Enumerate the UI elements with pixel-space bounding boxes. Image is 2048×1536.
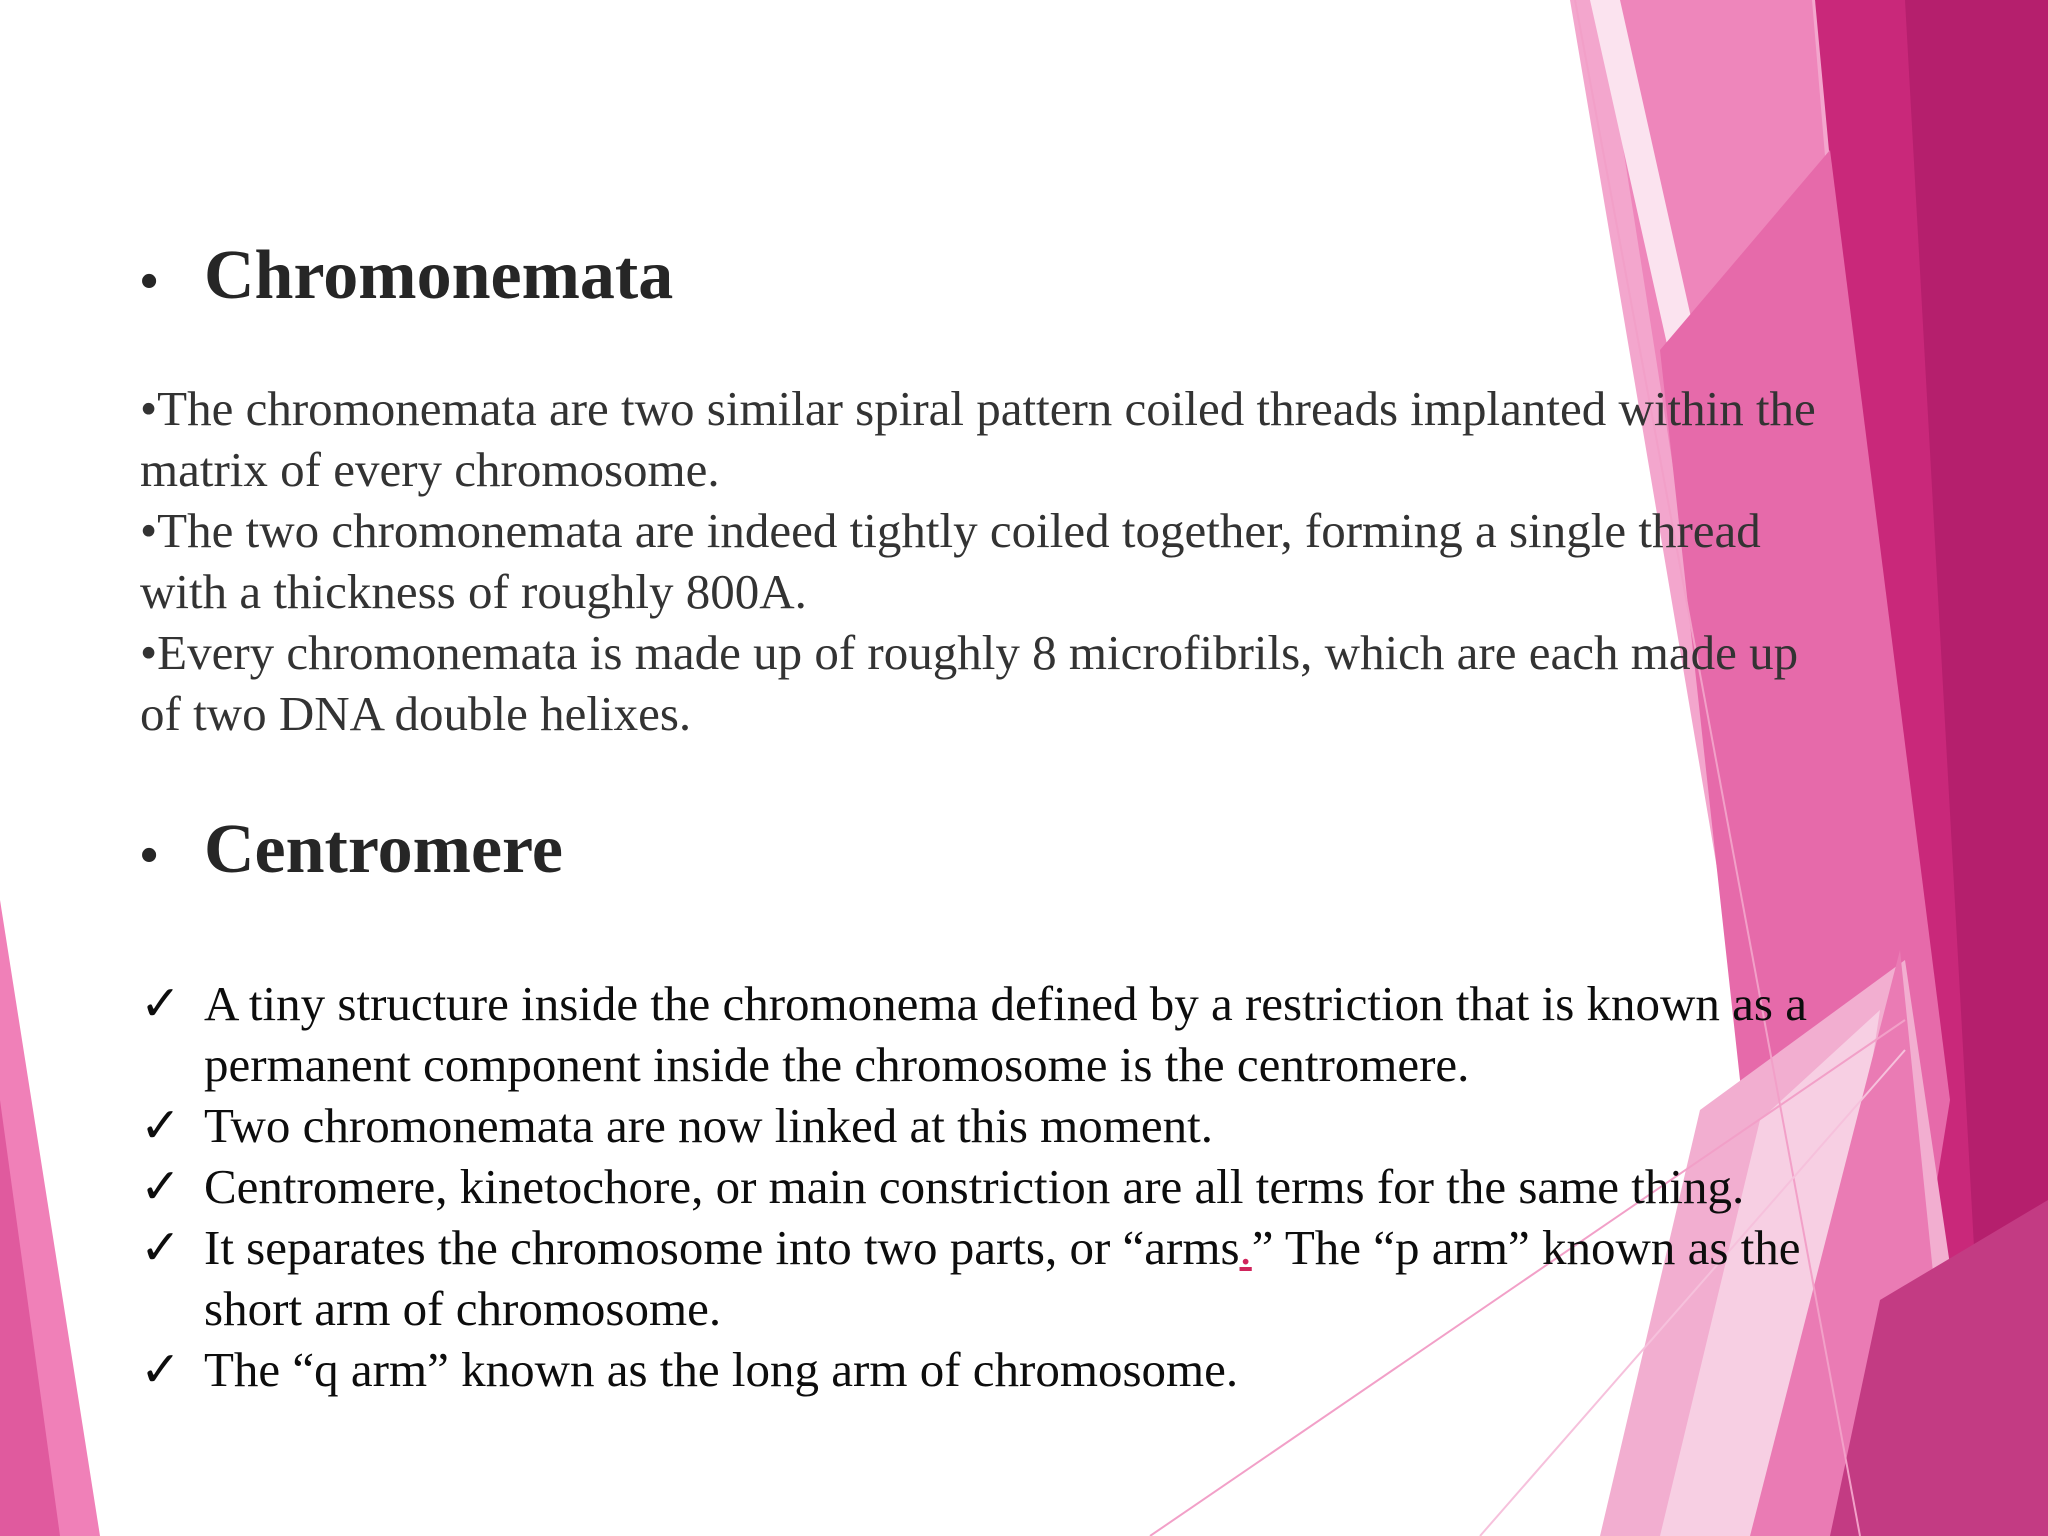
checklist-item	[140, 973, 1807, 1095]
checklist-line: short arm of chromosome.	[204, 1281, 722, 1336]
check-icon: ✓	[140, 1098, 182, 1153]
highlighted-period: .	[1239, 1220, 1252, 1275]
checklist-item	[140, 1156, 1807, 1217]
paragraph-line: with a thickness of roughly 800A.	[140, 564, 807, 619]
heading-bullet: •	[140, 827, 159, 884]
check-icon: ✓	[140, 1220, 182, 1275]
checklist-item	[140, 1095, 1807, 1156]
paragraph-line: •Every chromonemata is made up of roughly 8 microfibrils, which are each made up	[140, 625, 1799, 680]
heading-text: Centromere	[204, 811, 563, 888]
checklist-line: permanent component inside the chromosome is the centromere.	[204, 1037, 1470, 1092]
paragraph-line: •The two chromonemata are indeed tightly coiled together, forming a single thread	[140, 503, 1761, 558]
checklist-text-part: ” The “p arm” known as the	[1251, 1220, 1801, 1275]
checklist-text-part: It separates the chromosome into two parts, or “arms	[204, 1220, 1240, 1275]
paragraph-line: matrix of every chromosome.	[140, 442, 720, 497]
check-icon: ✓	[140, 1159, 182, 1214]
checklist-item	[140, 1339, 1807, 1400]
check-icon: ✓	[140, 1342, 182, 1397]
check-icon: ✓	[140, 976, 182, 1031]
heading-text: Chromonemata	[204, 237, 674, 314]
section-heading-centromere	[140, 810, 563, 890]
checklist-line: A tiny structure inside the chromonema defined by a restriction that is known as a	[204, 976, 1807, 1031]
paragraph-line: •The chromonemata are two similar spiral pattern coiled threads implanted within the	[140, 381, 1816, 436]
checklist-line: Two chromonemata are now linked at this moment.	[204, 1098, 1213, 1153]
centromere-checklist	[140, 973, 1807, 1400]
checklist-line: Centromere, kinetochore, or main constriction are all terms for the same thing.	[204, 1159, 1745, 1214]
checklist-item	[140, 1217, 1807, 1339]
section-heading-chromonemata	[140, 236, 673, 316]
heading-bullet: •	[140, 253, 159, 310]
chromonemata-paragraphs	[140, 378, 1816, 744]
checklist-line	[204, 1217, 1807, 1278]
checklist-line: The “q arm” known as the long arm of chromosome.	[204, 1342, 1239, 1397]
paragraph-line: of two DNA double helixes.	[140, 686, 692, 741]
